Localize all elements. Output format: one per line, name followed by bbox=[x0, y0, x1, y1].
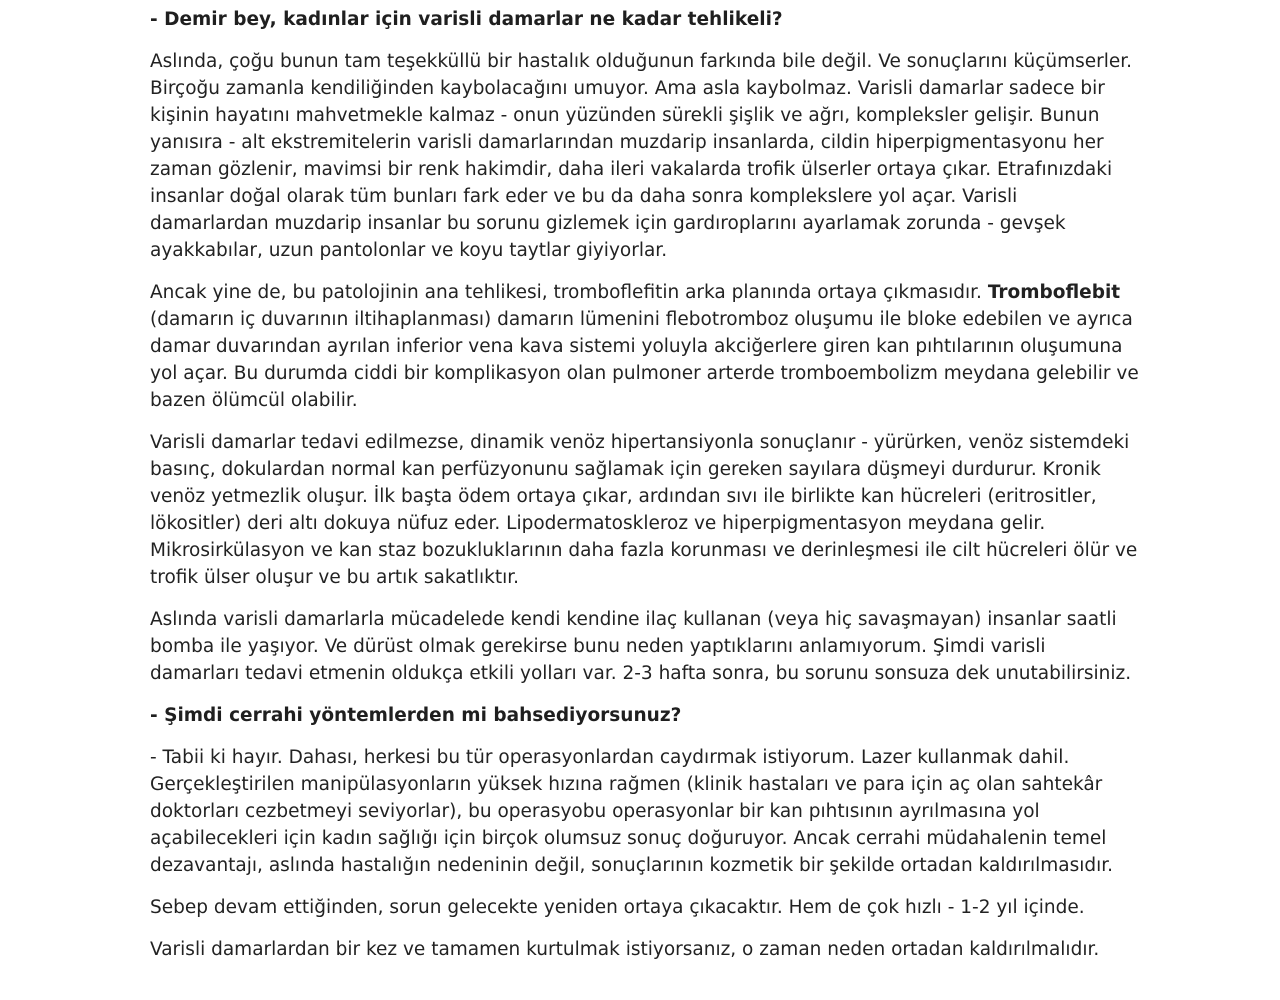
tromboflebit-term: Tromboflebit bbox=[987, 282, 1121, 303]
paragraph-2-text-end: (damarın iç duvarının iltihaplanması) damarın lümenini flebotromboz oluşumu ile bloke edebilen ve ayrıca damar duvarından ayrılan inferior vena kava sistemi yoluyla akciğerlere giren kan pıhtılarının oluşumuna yol açar. Bu durumda ciddi bir komplikasyon olan pulmoner arterde tromboembolizm meydana gelebilir ve bazen ölümcül olabilir. bbox=[150, 309, 1139, 411]
interview-question-1: - Demir bey, kadınlar için varisli damarlar ne kadar tehlikeli? bbox=[150, 9, 783, 30]
paragraph-2 bbox=[150, 279, 1140, 414]
paragraph-5: - Tabii ki hayır. Dahası, herkesi bu tür operasyonlardan caydırmak istiyorum. Lazer kullanmak dahil. Gerçekleştirilen manipülasyonların yüksek hızına rağmen (klinik hastaları ve para için aç olan sahtekâr doktorları cezbetmeyi seviyorlar), bu operasyobu operasyonlar bir kan pıhtısının ayrılmasına yol açabilecekleri için kadın sağlığı için birçok olumsuz sonuç doğuruyor. Ancak cerrahi müdahalenin temel dezavantajı, aslında hastalığın nedeninin değil, sonuçlarının kozmetik bir şekilde ortadan kaldırılmasıdır. bbox=[150, 747, 1114, 876]
article-body bbox=[150, 6, 1140, 978]
paragraph-4: Aslında varisli damarlarla mücadelede kendi kendine ilaç kullanan (veya hiç savaşmayan) insanlar saatli bomba ile yaşıyor. Ve dürüst olmak gerekirse bunu neden yaptıklarını anlamıyorum. Şimdi varisli damarları tedavi etmenin oldukça etkili yolları var. 2-3 hafta sonra, bu sorunu sonsuza dek unutabilirsiniz. bbox=[150, 609, 1132, 684]
interview-question-2: - Şimdi cerrahi yöntemlerden mi bahsediyorsunuz? bbox=[150, 705, 682, 726]
paragraph-7: Varisli damarlardan bir kez ve tamamen kurtulmak istiyorsanız, o zaman neden ortadan kaldırılmalıdır. bbox=[150, 939, 1100, 960]
paragraph-6: Sebep devam ettiğinden, sorun gelecekte yeniden ortaya çıkacaktır. Hem de çok hızlı - 1-2 yıl içinde. bbox=[150, 897, 1085, 918]
paragraph-1: Aslında, çoğu bunun tam teşekküllü bir hastalık olduğunun farkında bile değil. Ve sonuçlarını küçümserler. Birçoğu zamanla kendiliğinden kaybolacağını umuyor. Ama asla kaybolmaz. Varisli damarlar sadece bir kişinin hayatını mahvetmekle kalmaz - onun yüzünden sürekli şişlik ve ağrı, kompleksler gelişir. Bunun yanısıra - alt ekstremitelerin varisli damarlarından muzdarip insanlarda, cildin hiperpigmentasyonu her zaman gözlenir, mavimsi bir renk hakimdir, daha ileri vakalarda trofik ülserler ortaya çıkar. Etrafınızdaki insanlar doğal olarak tüm bunları fark eder ve bu da daha sonra komplekslere yol açar. Varisli damarlardan muzdarip insanlar bu sorunu gizlemek için gardıroplarını ayarlamak zorunda - gevşek ayakkabılar, uzun pantolonlar ve koyu taytlar giyiyorlar. bbox=[150, 51, 1133, 261]
paragraph-3: Varisli damarlar tedavi edilmezse, dinamik venöz hipertansiyonla sonuçlanır - yürürken, venöz sistemdeki basınç, dokulardan normal kan perfüzyonunu sağlamak için gereken sayılara düşmeyi durdurur. Kronik venöz yetmezlik oluşur. İlk başta ödem ortaya çıkar, ardından sıvı ile birlikte kan hücreleri (eritrositler, lökositler) deri altı dokuya nüfuz eder. Lipodermatoskleroz ve hiperpigmentasyon meydana gelir. Mikrosirkülasyon ve kan staz bozukluklarının daha fazla korunması ve derinleşmesi ile cilt hücreleri ölür ve trofik ülser oluşur ve bu artık sakatlıktır. bbox=[150, 432, 1138, 588]
paragraph-2-text-start: Ancak yine de, bu patolojinin ana tehlikesi, tromboflefitin arka planında ortaya çıkmasıdır. bbox=[150, 282, 988, 303]
